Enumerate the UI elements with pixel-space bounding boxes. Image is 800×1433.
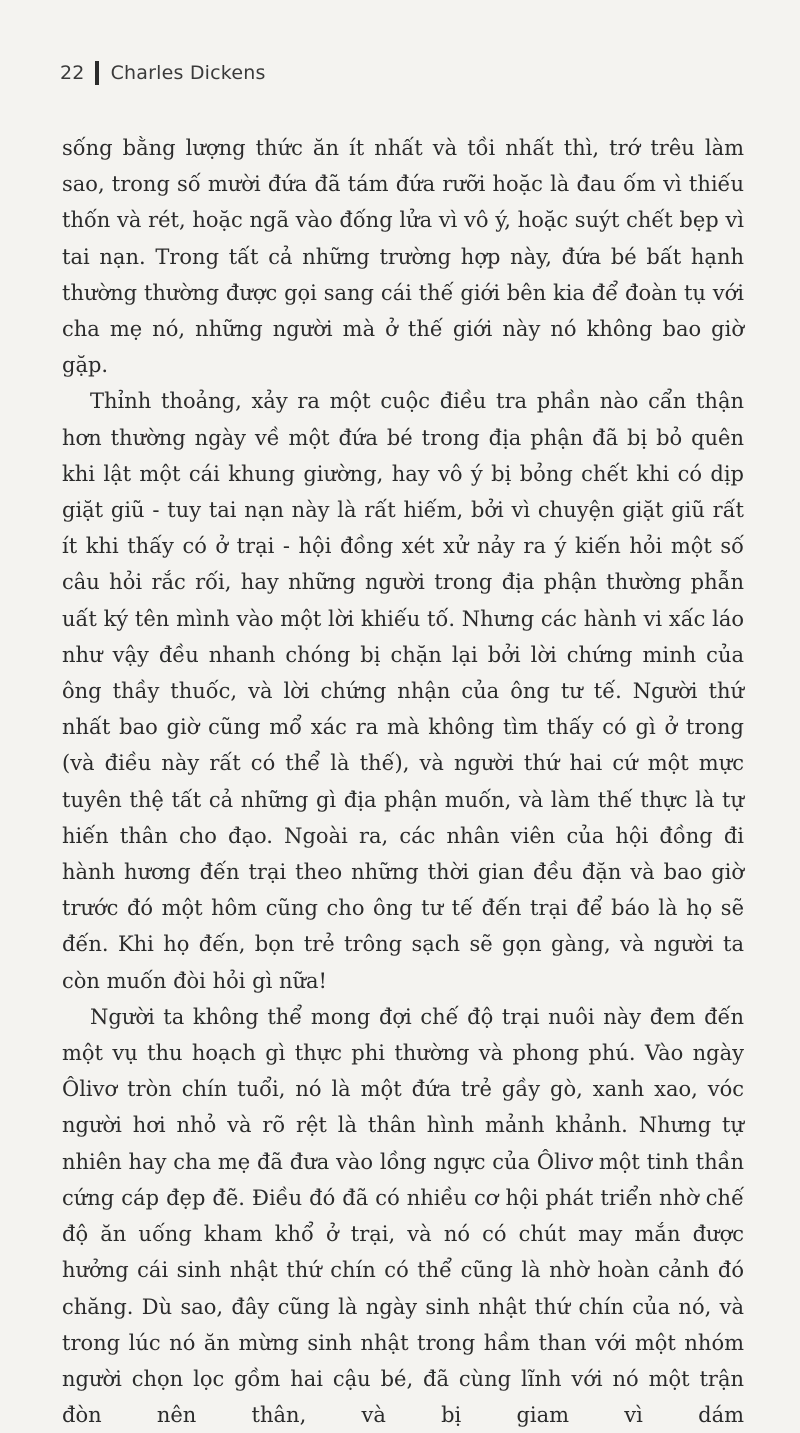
page-body — [62, 130, 744, 1433]
paragraph-continued: sống bằng lượng thức ăn ít nhất và tồi nhất thì, trớ trêu làm sao, trong số mười đứa đã tám đứa rưỡi hoặc là đau ốm vì thiếu thốn và rét, hoặc ngã vào đống lửa vì vô ý, hoặc suýt chết bẹp vì tai nạn. Trong tất cả những trường hợp này, đứa bé bất hạnh thường thường được gọi sang cái thế giới bên kia để đoàn tụ với cha mẹ nó, những người mà ở thế giới này nó không bao giờ gặp. — [62, 136, 744, 378]
author-name: Charles Dickens — [110, 62, 266, 84]
running-header — [60, 58, 266, 88]
paragraph: Thỉnh thoảng, xảy ra một cuộc điều tra phần nào cẩn thận hơn thường ngày về một đứa bé trong địa phận đã bị bỏ quên khi lật một cái khung giường, hay vô ý bị bỏng chết khi có dịp giặt giũ - tuy tai nạn này là rất hiếm, bởi vì chuyện giặt giũ rất ít khi thấy có ở trại - hội đồng xét xử nảy ra ý kiến hỏi một số câu hỏi rắc rối, hay những người trong địa phận thường phẫn uất ký tên mình vào một lời khiếu tố. Nhưng các hành vi xấc láo như vậy đều nhanh chóng bị chặn lại bởi lời chứng minh của ông thầy thuốc, và lời chứng nhận của ông tư tế. Người thứ nhất bao giờ cũng mổ xác ra mà không tìm thấy có gì ở trong (và điều này rất có thể là thế), và người thứ hai cứ một mực tuyên thệ tất cả những gì địa phận muốn, và làm thế thực là tự hiến thân cho đạo. Ngoài ra, các nhân viên của hội đồng đi hành hương đến trại theo những thời gian đều đặn và bao giờ trước đó một hôm cũng cho ông tư tế đến trại để báo là họ sẽ đến. Khi họ đến, bọn trẻ trông sạch sẽ gọn gàng, và người ta còn muốn đòi hỏi gì nữa! — [62, 389, 744, 993]
page-number: 22 — [60, 62, 85, 84]
header-divider — [95, 61, 99, 85]
paragraph-continues: Người ta không thể mong đợi chế độ trại nuôi này đem đến một vụ thu hoạch gì thực phi thường và phong phú. Vào ngày Ôlivơ tròn chín tuổi, nó là một đứa trẻ gầy gò, xanh xao, vóc người hơi nhỏ và rõ rệt là thân hình mảnh khảnh. Nhưng tự nhiên hay cha mẹ đã đưa vào lồng ngực của Ôlivơ một tinh thần cứng cáp đẹp đẽ. Điều đó đã có nhiều cơ hội phát triển nhờ chế độ ăn uống kham khổ ở trại, và nó có chút may mắn được hưởng cái sinh nhật thứ chín có thể cũng là nhờ hoàn cảnh đó chăng. Dù sao, đây cũng là ngày sinh nhật thứ chín của nó, và trong lúc nó ăn mừng sinh nhật trong hầm than với một nhóm người chọn lọc gồm hai cậu bé, đã cùng lĩnh với nó một trận đòn nên thân, và bị giam vì dám — [62, 1004, 744, 1428]
